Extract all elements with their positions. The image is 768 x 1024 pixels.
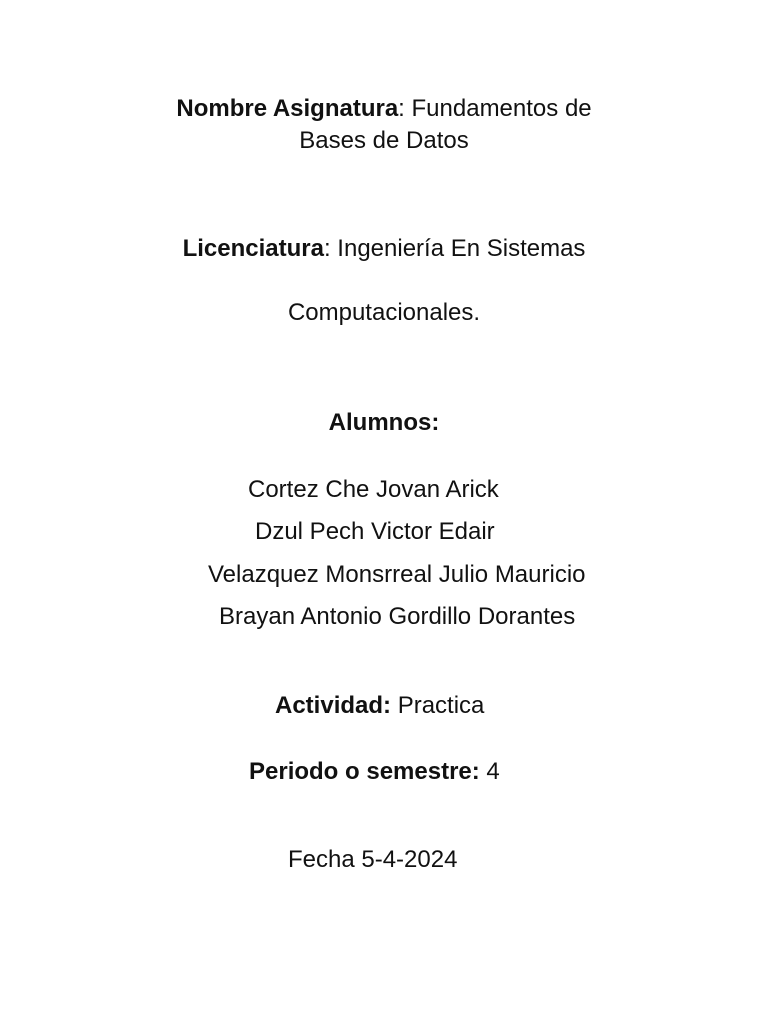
degree-value-line2: Computacionales. xyxy=(287,299,481,326)
subject-label: Nombre Asignatura xyxy=(176,95,399,122)
activity-label: Actividad: xyxy=(275,692,392,719)
subject-value-line1: Fundamentos de xyxy=(411,95,592,122)
activity-line xyxy=(275,691,484,721)
student-name-1: Cortez Che Jovan Arick xyxy=(248,476,499,503)
students-heading xyxy=(0,408,768,438)
date-line: Fecha 5-4-2024 xyxy=(288,846,458,873)
student-name-3: Velazquez Monsrreal Julio Mauricio xyxy=(208,561,586,588)
period-label: Periodo o semestre: xyxy=(249,758,480,785)
subject-value-line2: Bases de Datos xyxy=(299,127,469,154)
subject-separator: : xyxy=(398,95,412,122)
degree-label: Licenciatura xyxy=(182,235,324,262)
degree-separator: : xyxy=(323,235,338,262)
activity-value: Practica xyxy=(397,692,485,719)
student-name-2: Dzul Pech Victor Edair xyxy=(255,518,495,545)
period-line xyxy=(249,757,500,787)
degree-line xyxy=(0,234,768,264)
student-name-4: Brayan Antonio Gordillo Dorantes xyxy=(219,603,576,630)
period-value: 4 xyxy=(486,758,500,785)
students-heading-text: Alumnos: xyxy=(328,409,440,436)
subject-line xyxy=(0,94,768,124)
degree-value-line1: Ingeniería En Sistemas xyxy=(337,235,586,262)
